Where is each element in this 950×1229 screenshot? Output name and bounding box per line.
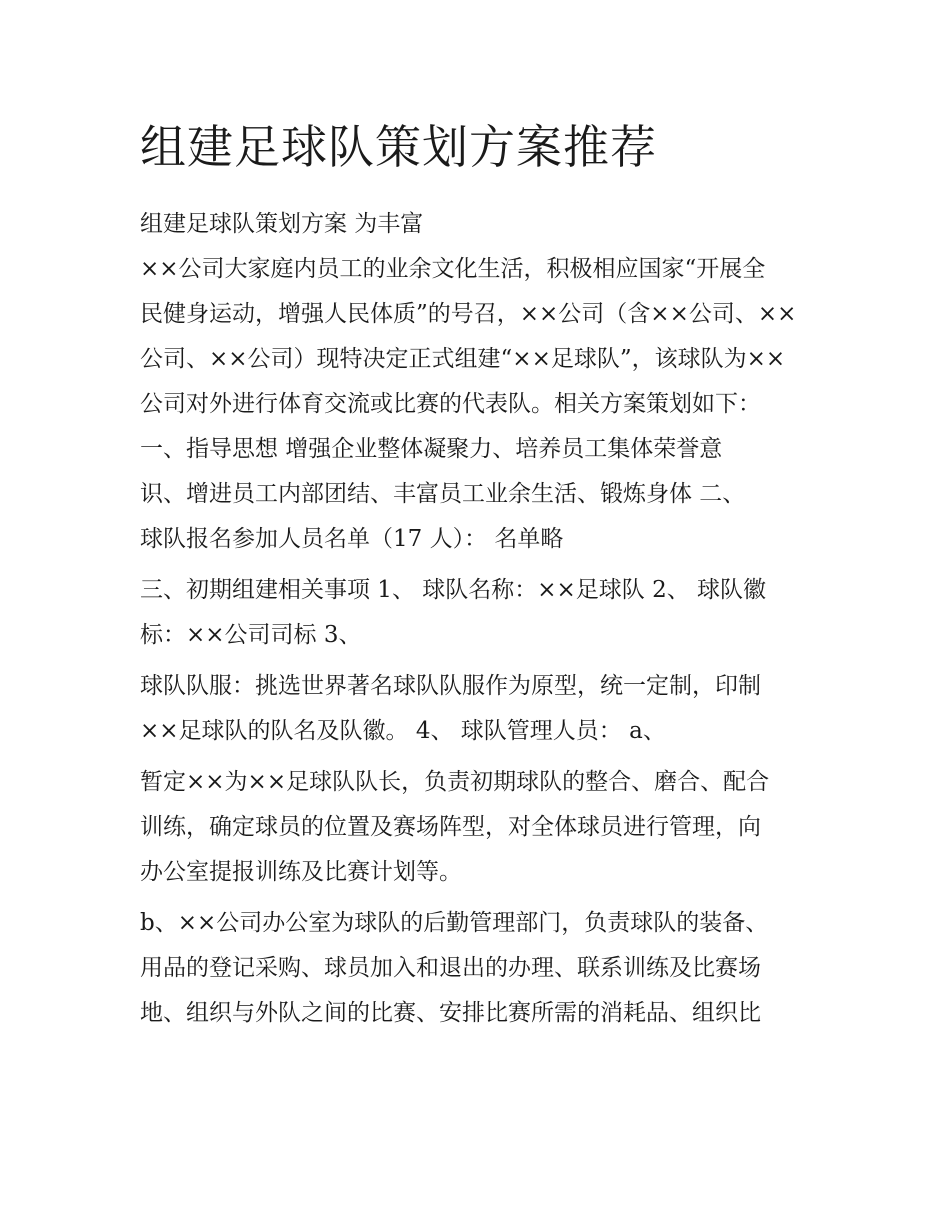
body-line-12: ××足球队的队名及队徽。 4、 球队管理人员： a、 <box>140 718 666 744</box>
body-line-13: 暂定××为××足球队队长，负责初期球队的整合、磨合、配合 <box>140 769 770 795</box>
body-line-11: 球队队服：挑选世界著名球队队服作为原型，统一定制，印制 <box>140 673 761 699</box>
body-line-1: 组建足球队策划方案 为丰富 <box>140 211 424 237</box>
body-line-6: 一、指导思想 增强企业整体凝聚力、培养员工集体荣誉意 <box>140 436 723 462</box>
body-line-15: 办公室提报训练及比赛计划等。 <box>140 859 462 885</box>
body-line-2: ××公司大家庭内员工的业余文化生活，积极相应国家“开展全 <box>140 256 766 282</box>
body-line-17: 用品的登记采购、球员加入和退出的办理、联系训练及比赛场 <box>140 955 761 981</box>
body-line-10: 标：××公司司标 3、 <box>140 622 362 648</box>
document-title: 组建足球队策划方案推荐 <box>140 120 657 174</box>
body-line-4: 公司、××公司）现特决定正式组建“××足球队”，该球队为×× <box>140 346 786 372</box>
body-line-14: 训练，确定球员的位置及赛场阵型，对全体球员进行管理，向 <box>140 814 761 840</box>
body-line-9: 三、初期组建相关事项 1、 球队名称：××足球队 2、 球队徽 <box>140 577 767 603</box>
document-body <box>140 202 820 1036</box>
body-line-8: 球队报名参加人员名单（17 人）： 名单略 <box>140 526 564 552</box>
body-line-16: b、××公司办公室为球队的后勤管理部门，负责球队的装备、 <box>140 910 769 936</box>
body-line-7: 识、增进员工内部团结、丰富员工业余生活、锻炼身体 二、 <box>140 481 746 507</box>
body-line-18: 地、组织与外队之间的比赛、安排比赛所需的消耗品、组织比 <box>140 1000 761 1026</box>
body-line-5: 公司对外进行体育交流或比赛的代表队。相关方案策划如下： <box>140 391 761 417</box>
body-line-3: 民健身运动，增强人民体质”的号召，××公司（含××公司、×× <box>140 301 797 327</box>
